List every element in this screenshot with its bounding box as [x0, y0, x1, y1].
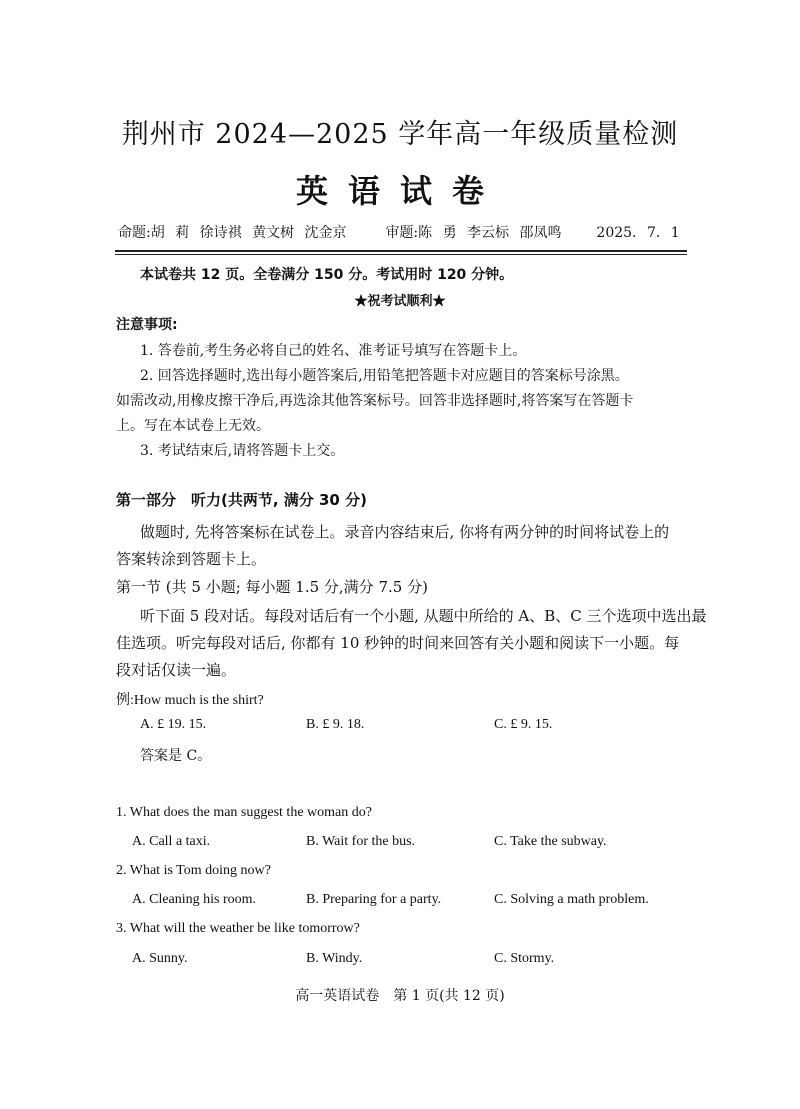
authors: 命题:胡 莉 徐诗祺 黄文树 沈金京 — [118, 225, 347, 241]
question-1-option-c: C. Take the subway. — [494, 834, 607, 849]
note-item-1: 1. 答卷前,考生务必将自己的姓名、准考证号填写在答题卡上。 — [140, 343, 527, 359]
example-question: 例:How much is the shirt? — [116, 693, 264, 708]
example-option-b: B. £ 9. 18. — [306, 717, 365, 732]
question-3-option-b: B. Windy. — [306, 951, 363, 966]
question-1-option-b: B. Wait for the bus. — [306, 834, 416, 849]
question-1-option-a: A. Call a taxi. — [132, 834, 211, 849]
example-option-c: C. £ 9. 15. — [494, 717, 553, 732]
example-option-a: A. £ 19. 15. — [140, 717, 207, 732]
part1-description: 做题时, 先将答案标在试卷上。录音内容结束后, 你将有两分钟的时间将试卷上的 — [140, 523, 670, 541]
page-footer: 高一英语试卷 第 1 页(共 12 页) — [295, 988, 505, 1004]
exam-title: 荆州市 2024—2025 学年高一年级质量检测 — [121, 119, 679, 150]
note-item-2-cont: 如需改动,用橡皮擦干净后,再选涂其他答案标号。回答非选择题时,将答案写在答题卡 — [116, 393, 634, 409]
header-rule — [115, 250, 687, 252]
section1-heading: 第一节 (共 5 小题; 每小题 1.5 分,满分 7.5 分) — [116, 578, 428, 596]
exam-date: 2025. 7. 1 — [596, 225, 680, 241]
good-luck-banner: ★祝考试顺利★ — [354, 294, 446, 309]
subject-title: 英语试卷 — [295, 172, 504, 210]
question-2-option-c: C. Solving a math problem. — [494, 892, 649, 907]
header-rule-thin — [115, 254, 687, 255]
author-line — [118, 222, 680, 242]
question-3-option-c: C. Stormy. — [494, 951, 555, 966]
question-3: 3. What will the weather be like tomorrow? — [116, 921, 360, 936]
exam-summary: 本试卷共 12 页。全卷满分 150 分。考试用时 120 分钟。 — [140, 267, 514, 283]
section1-instructions-cont: 佳选项。听完每段对话后, 你都有 10 秒钟的时间来回答有关小题和阅读下一小题。每 — [116, 634, 680, 652]
part1-description-cont: 答案转涂到答题卡上。 — [116, 550, 267, 568]
question-3-option-a: A. Sunny. — [132, 951, 188, 966]
question-2-option-a: A. Cleaning his room. — [132, 892, 257, 907]
notes-heading: 注意事项: — [116, 317, 178, 333]
note-item-3: 3. 考试结束后,请将答题卡上交。 — [140, 443, 345, 459]
example-answer: 答案是 C。 — [140, 748, 212, 764]
question-2: 2. What is Tom doing now? — [116, 863, 271, 878]
question-1: 1. What does the man suggest the woman do? — [116, 805, 372, 820]
question-2-option-b: B. Preparing for a party. — [306, 892, 442, 907]
part1-heading: 第一部分 听力(共两节, 满分 30 分) — [116, 491, 367, 509]
section1-instructions: 听下面 5 段对话。每段对话后有一个小题, 从题中所给的 A、B、C 三个选项中选出最 — [140, 607, 707, 625]
note-item-2-cont2: 上。写在本试卷上无效。 — [116, 418, 270, 434]
note-item-2: 2. 回答选择题时,选出每小题答案后,用铅笔把答题卡对应题目的答案标号涂黑。 — [140, 368, 629, 384]
reviewers: 审题:陈 勇 李云标 邵凤鸣 — [385, 225, 562, 241]
section1-instructions-cont2: 段对话仅读一遍。 — [116, 661, 237, 679]
